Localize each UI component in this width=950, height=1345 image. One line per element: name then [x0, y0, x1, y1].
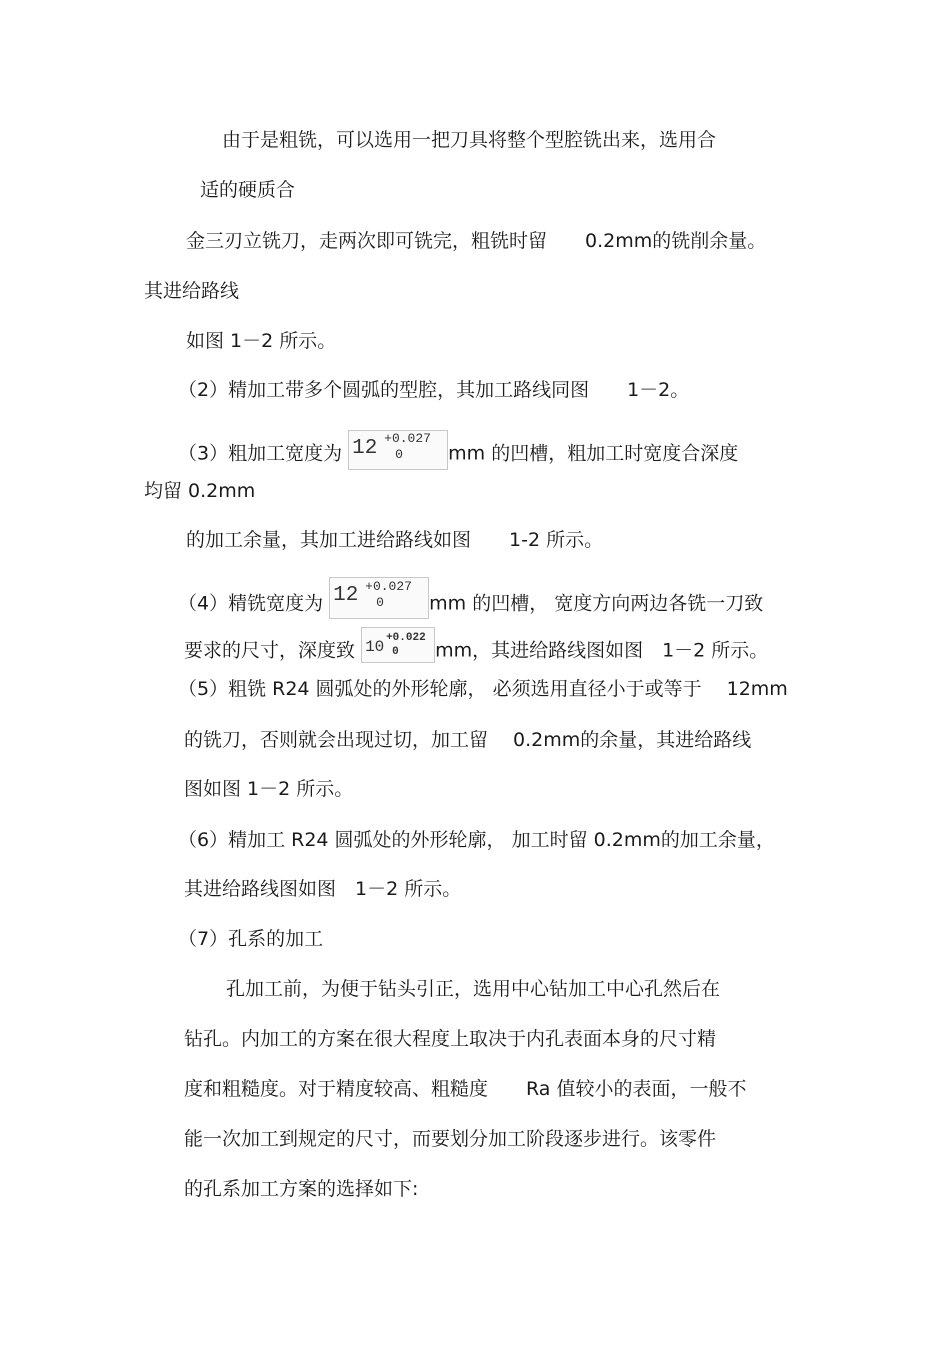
text-line: 如图 1－2 所示。	[186, 330, 337, 352]
text-line-with-tolerance	[178, 431, 739, 474]
tolerance-upper: +0.027	[365, 579, 412, 594]
tolerance-formula-image	[329, 577, 429, 619]
text-segment: mm，其进给路线图如图 1－2 所示。	[435, 639, 769, 662]
text-segment: mm 的凹槽， 宽度方向两边各铣一刀致	[429, 592, 764, 615]
tolerance-lower: 0	[376, 595, 384, 610]
text-segment: （3）粗加工宽度为	[178, 442, 343, 465]
text-line: 其进给路线	[144, 280, 240, 302]
tolerance-base: 12	[352, 437, 378, 460]
tolerance-base: 10	[365, 638, 385, 656]
text-line: （5）粗铣 R24 圆弧处的外形轮廓， 必须选用直径小于或等于 12mm	[178, 678, 788, 700]
text-line: 的加工余量，其加工进给路线如图 1-2 所示。	[186, 529, 604, 551]
text-line: 其进给路线图如图 1－2 所示。	[184, 878, 462, 900]
tolerance-upper: +0.022	[386, 632, 426, 644]
text-line: 图如图 1－2 所示。	[184, 778, 354, 800]
tolerance-lower: 0	[392, 646, 399, 658]
text-line: （7）孔系的加工	[178, 928, 324, 950]
text-line: 孔加工前，为便于钻头引正，选用中心钻加工中心孔然后在	[226, 978, 721, 1000]
tolerance-lower: 0	[395, 447, 403, 462]
text-segment: 要求的尺寸，深度致	[184, 639, 356, 662]
text-line: 钻孔。内加工的方案在很大程度上取决于内孔表面本身的尺寸精	[184, 1028, 717, 1050]
tolerance-upper: +0.027	[384, 431, 431, 446]
text-line-with-tolerance	[184, 633, 768, 669]
text-line: 均留 0.2mm	[144, 480, 256, 502]
tolerance-base: 12	[333, 584, 359, 607]
text-line-with-tolerance	[178, 579, 764, 625]
text-line: （2）精加工带多个圆弧的型腔，其加工路线同图 1－2。	[178, 379, 690, 401]
text-line: 度和粗糙度。对于精度较高、粗糙度 Ra 值较小的表面，一般不	[184, 1078, 747, 1100]
text-line: 由于是粗铣，可以选用一把刀具将整个型腔铣出来，选用合	[222, 129, 717, 151]
text-segment: mm 的凹槽，粗加工时宽度合深度	[448, 442, 739, 465]
text-line: 金三刃立铣刀，走两次即可铣完，粗铣时留 0.2mm的铣削余量。	[186, 230, 767, 252]
tolerance-formula-image	[361, 627, 435, 663]
text-line: 的铣刀，否则就会出现过切，加工留 0.2mm的余量，其进给路线	[184, 729, 752, 751]
tolerance-formula-image	[348, 430, 448, 470]
text-line: 适的硬质合	[200, 179, 296, 201]
text-line: （6）精加工 R24 圆弧处的外形轮廓， 加工时留 0.2mm的加工余量，	[178, 829, 775, 851]
text-line: 能一次加工到规定的尺寸，而要划分加工阶段逐步进行。该零件	[184, 1128, 717, 1150]
text-line: 的孔系加工方案的选择如下:	[184, 1178, 419, 1200]
text-segment: （4）精铣宽度为	[178, 592, 324, 615]
